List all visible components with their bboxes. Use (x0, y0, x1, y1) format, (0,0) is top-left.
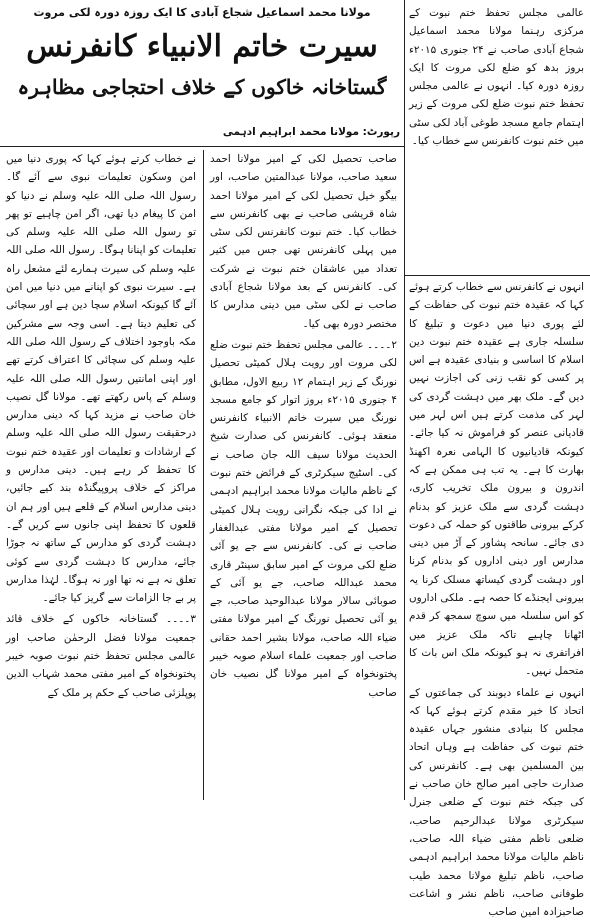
page-subtitle: گستاخانہ خاکوں کے خلاف احتجاجی مظاہرہ (17, 75, 387, 99)
intro-paragraph: عالمی مجلس تحفظ ختم نبوت کے مرکزی رہنما مولانا محمد اسماعیل شجاع آبادی صاحب نے ۲۴ جنوری ۲۰۱۵ء بروز بدھ کو ضلع لکی مروت کا ایک روزہ دورہ کیا۔ انہوں نے عالمی مجلس تحفظ ختم نبوت ضلع لکی مروت کے زیر اہتمام جامع مسجد طوغی آباد لکی سٹی میں ختم نبوت کانفرنس سے خطاب کیا۔ (409, 7, 584, 148)
body-column-left (2, 150, 200, 705)
paragraph: نے خطاب کرتے ہوئے کہا کہ پوری دنیا میں امن وسکون تعلیمات نبوی سے آئے گا۔ رسول اللہ صلی اللہ علیہ وسلم نے دنیا کو امن کا پیغام دیا تھی، اگر امن چاہیے تو پھر تو رسول اللہ صلی اللہ علیہ وسلم کی تعلیمات کو اپنانا ہوگا۔ رسول اللہ صلی اللہ علیہ وسلم کی سیرت ہمارے لئے مشعل راہ ہے۔ سیرت نبوی کو اپنانے میں دنیا میں امن آئے گا کیونکہ اسلام سچا دین ہے اور سچائی کی تعلیم دیتا ہے۔ اسی وجہ سے مشرکین مکہ باوجود اختلاف کے رسول اللہ صلی اللہ علیہ وسلم کی سچائی کا اعتراف کرتے تھے اور اپنی امانتیں رسول اللہ صلی اللہ علیہ وسلم کے پاس رکھتے تھے۔ مولانا گل نصیب خان صاحب نے مزید کہا کہ دینی مدارس درحقیقت رسول اللہ صلی اللہ علیہ وسلم کے ارشادات و تعلیمات اور عقیدہ ختم نبوت کا تحفظ کر رہے ہیں۔ دینی مدارس و مراکز کے خلاف پروپیگنڈہ بند کیے جائیں، دینی مدارس اسلام کے قلعے ہیں اور ہم ان قلعوں کا تحفظ اپنی جانوں سے کریں گے۔ دہشت گردی کو مدارس کے ساتھ نہ جوڑا جائے، مدارس کا دہشت گردی سے کوئی تعلق نہ ہے نہ تھا اور نہ ہوگا۔ لہٰذا مدارس پر بے جا الزامات سے گریز کیا جائے۔ (6, 153, 196, 605)
paragraph: انہوں نے علماء دیوبند کی جماعتوں کے اتحاد کا خیر مقدم کرتے ہوئے کہا کہ مجلس کا بنیادی منشور جہاں عقیدہ ختم نبوت کی حفاظت ہے وہاں اتحاد بین المسلمین بھی ہے۔ کانفرنس کی صدارت حاجی امیر صالح خان صاحب نے کی جبکہ ختم نبوت کے ضلعی جنرل سیکرٹری مولانا عبدالرحیم صاحب، ضلعی ناظم مفتی ضیاء اللہ صاحب، ناظم مالیات مولانا محمد ابراہیم ادہمی صاحب، ناظم تبلیغ مولانا محمد طیب طوفانی صاحب، ناظم نشر و اشاعت صاحبزادہ امین صاحب (409, 686, 584, 919)
intro-divider (405, 275, 590, 276)
paragraph: صاحب تحصیل لکی کے امیر مولانا احمد سعید صاحب، مولانا عبدالمتین صاحب، اور بیگو خیل تحصیل لکی کے امیر مولانا احمد شاہ قریشی صاحب نے بھی کانفرنس سے خطاب کیا۔ ختم نبوت کانفرنس لکی سٹی میں پہلی کانفرنس تھی جس میں کثیر تعداد میں عاشقان ختم نبوت نے شرکت کی۔ کانفرنس کے بعد مولانا شجاع آبادی صاحب نے لکی سٹی میں دینی مدارس کا مختصر دورہ بھی کیا۔ (210, 153, 397, 330)
reporter-credit: رپورٹ: مولانا محمد ابراہیم ادہمی (222, 126, 400, 138)
body-column-middle (206, 150, 401, 705)
page-title: سیرت خاتم الانبیاء کانفرنس (26, 29, 378, 64)
paragraph: انہوں نے کانفرنس سے خطاب کرتے ہوئے کہا کہ عقیدہ ختم نبوت کی حفاظت کے لئے پوری دنیا میں دعوت و تبلیغ کا سلسلہ جاری ہے عقیدہ ختم نبوت دین اسلام کا اساسی و بنیادی عقیدہ ہے اس پر کسی کو نقب زنی کی اجازت نہیں دیں گے۔ ملک بھر میں دہشت گردی کی لہر کی مذمت کرتے ہیں اس لہر میں قادیانی عنصر کو فراموش نہ کیا جائے۔ کیونکہ قادیانیوں کا الہامی نعرہ اکھنڈ بھارت کا ہے۔ یہ تب ہی ممکن ہے کہ اندرون و بیرون ملک تخریب کاری، دہشت گردی سے ملک عزیز کو بدنام کرکے بیرونی طاقتوں کو حملہ کی دعوت دی جائے۔ سانحہ پشاور کے آڑ میں دینی مدارس اور دینی اداروں کو بدنام کرنا اور دہشت گردی کیساتھ مسلک کرنا یہ بیرونی ایجنڈے کا حصہ ہے۔ ملکی اداروں کو اس سلسلہ میں سوچ سمجھ کر قدم اٹھانا چاہیے تاکہ ملک عزیز میں افراتفری نہ ہو کیونکہ ملک اس بات کا متحمل نہیں۔ (409, 281, 584, 678)
intro-column (405, 0, 590, 275)
paragraph: ۳۔۔۔۔ گستاخانہ خاکوں کے خلاف قائد جمعیت مولانا فضل الرحمٰن صاحب اور عالمی مجلس تحفظ ختم نبوت صوبہ خیبر پختونخواہ کے امیر مفتی محمد شہاب الدین پوپلزئی صاحب کے حکم پر ملک کے (6, 613, 196, 699)
paragraph: ۲۔۔۔۔ عالمی مجلس تحفظ ختم نبوت ضلع لکی مروت اور رویت ہلال کمیٹی تحصیل نورنگ کے زیر اہتمام ۱۲ ربیع الاول، مطابق ۴ جنوری ۲۰۱۵ء بروز اتوار کو جامع مسجد نورنگ میں سیرت خاتم الانبیاء کانفرنس منعقد ہوئی۔ کانفرنس کی صدارت شیخ الحدیث مولانا سیف اللہ جان صاحب نے کی۔ اسٹیج سیکرٹری کے فرائض ختم نبوت کے ناظم مالیات مولانا محمد ابراہیم ادہمی نے ادا کی جبکہ نگرانی رویت ہلال کمیٹی تحصیل کے امیر مولانا مفتی عبدالغفار صاحب نے کی۔ کانفرنس سے جے یو آئی ضلع لکی مروت کے امیر سابق سینٹر قاری محمد عبداللہ صاحب، جے یو آئی کے صوبائی سالار مولانا عبدالوحید صاحب، جے یو آئی تحصیل نورنگ کے امیر مولانا مفتی ضیاء اللہ صاحب، مولانا بشیر احمد حقانی صاحب اور جمعیت علماء اسلام صوبہ خیبر پختونخواہ کے امیر مولانا گل نصیب خان صاحب (210, 338, 398, 699)
header-byline: مولانا محمد اسماعیل شجاع آبادی کا ایک روزہ دورہ لکی مروت (33, 6, 371, 19)
header-divider (0, 146, 404, 147)
column-divider-left (203, 150, 204, 800)
body-column-right (405, 278, 590, 924)
